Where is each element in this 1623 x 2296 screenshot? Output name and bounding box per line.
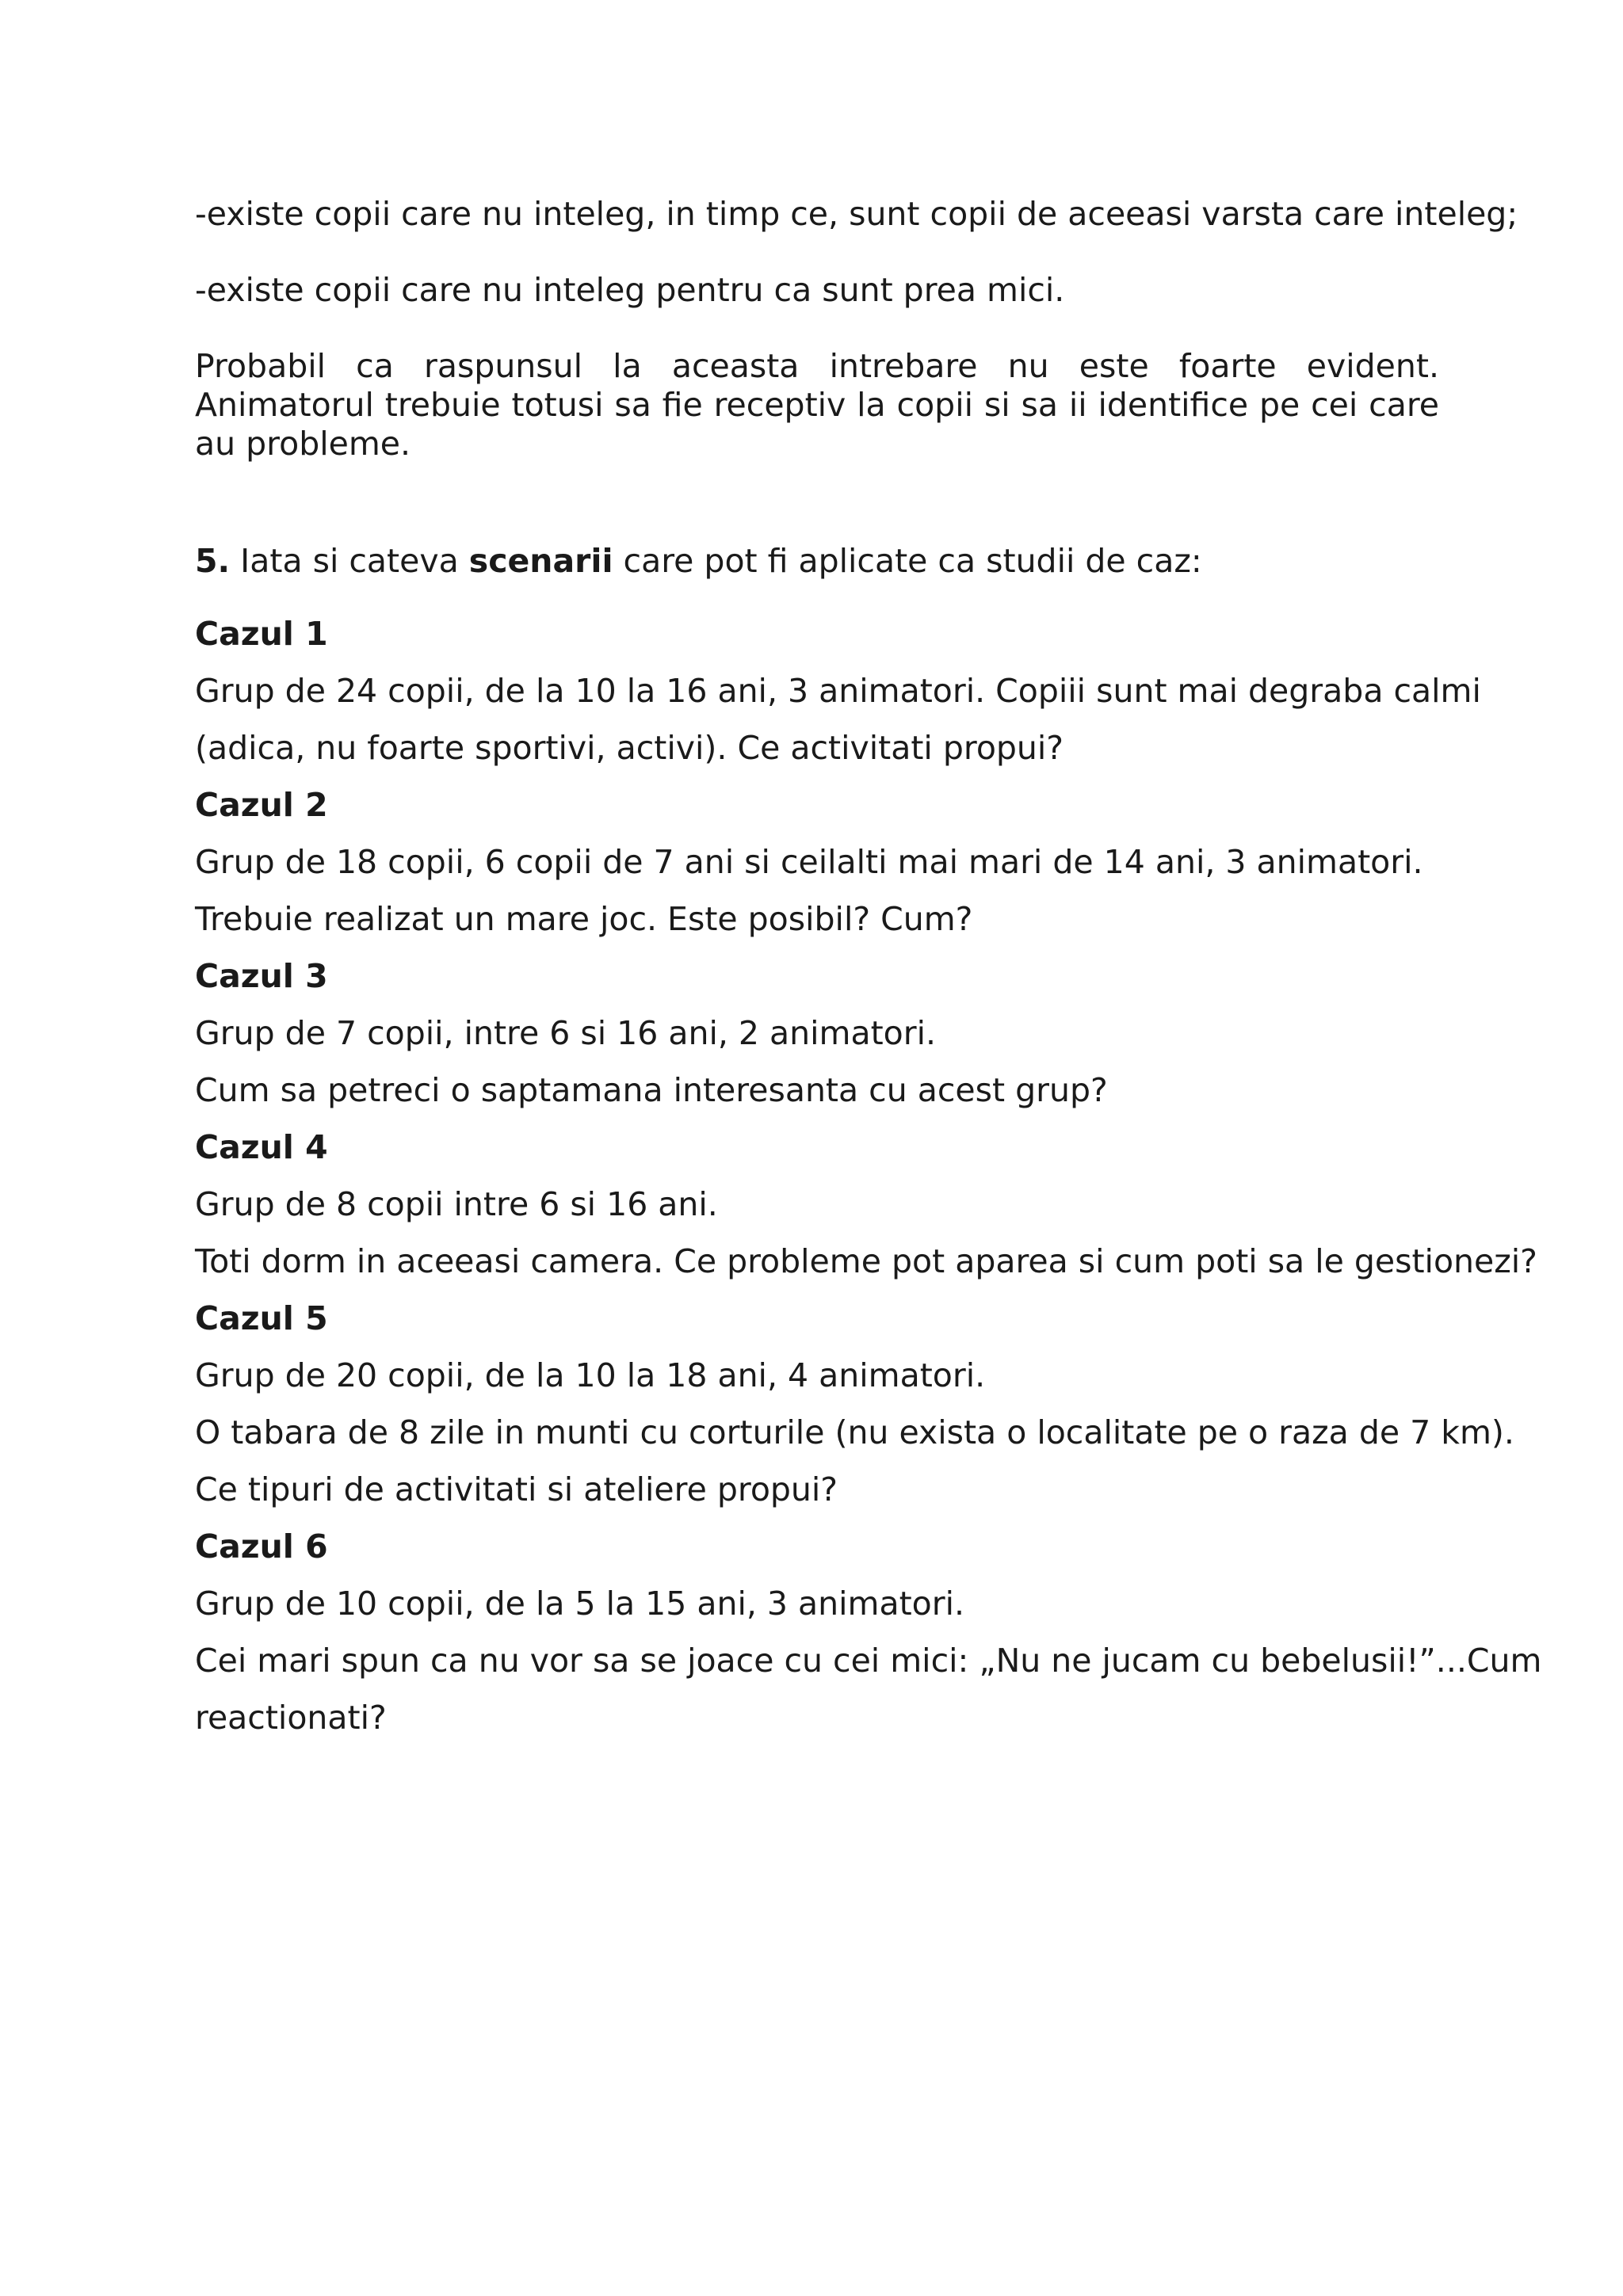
- section-heading: [195, 532, 1202, 589]
- case-line: Grup de 20 copii, de la 10 la 18 ani, 4 animatori.: [195, 1356, 986, 1394]
- case-title: Cazul 3: [195, 957, 328, 995]
- case-line: Ce tipuri de activitati si ateliere propui?: [195, 1470, 838, 1508]
- bullet-line-1: -existe copii care nu inteleg, in timp ce, sunt copii de aceeasi varsta care inteleg;: [195, 195, 1518, 233]
- case-line: Trebuie realizat un mare joc. Este posibil? Cum?: [195, 900, 973, 938]
- section-bold-word: scenarii: [468, 542, 613, 580]
- cases-list: [195, 605, 1542, 1746]
- case-line: Cum sa petreci o saptamana interesanta cu acest grup?: [195, 1071, 1108, 1109]
- case-line: (adica, nu foarte sportivi, activi). Ce activitati propui?: [195, 729, 1064, 767]
- case-line: Cei mari spun ca nu vor sa se joace cu cei mici: „Nu ne jucam cu bebelusii!”...Cum: [195, 1642, 1542, 1680]
- case-title: Cazul 2: [195, 786, 328, 824]
- bullet-line-2: -existe copii care nu inteleg pentru ca sunt prea mici.: [195, 271, 1065, 309]
- case-line: Grup de 7 copii, intre 6 si 16 ani, 2 animatori.: [195, 1014, 937, 1052]
- case-line: Grup de 8 copii intre 6 si 16 ani.: [195, 1185, 718, 1223]
- case-title: Cazul 1: [195, 615, 328, 653]
- case-title: Cazul 5: [195, 1299, 328, 1337]
- case-line: Grup de 18 copii, 6 copii de 7 ani si ceilalti mai mari de 14 ani, 3 animatori.: [195, 843, 1423, 881]
- case-line: O tabara de 8 zile in munti cu corturile (nu exista o localitate pe o raza de 7 km).: [195, 1413, 1514, 1451]
- case-line: Grup de 24 copii, de la 10 la 16 ani, 3 animatori. Copiii sunt mai degraba calmi: [195, 672, 1481, 710]
- case-title: Cazul 6: [195, 1527, 328, 1566]
- paragraph: Probabil ca raspunsul la aceasta intrebare nu este foarte evident. Animatorul trebuie totusi sa fie receptiv la copii si sa ii identifice pe cei care au probleme.: [195, 347, 1439, 463]
- case-line: reactionati?: [195, 1699, 387, 1737]
- case-title: Cazul 4: [195, 1128, 328, 1166]
- section-text-after: care pot fi aplicate ca studii de caz:: [623, 542, 1202, 580]
- section-number: 5.: [195, 542, 231, 580]
- case-line: Toti dorm in aceeasi camera. Ce probleme pot aparea si cum poti sa le gestionezi?: [195, 1242, 1537, 1280]
- section-text-before: Iata si cateva: [240, 542, 459, 580]
- case-line: Grup de 10 copii, de la 5 la 15 ani, 3 animatori.: [195, 1585, 965, 1623]
